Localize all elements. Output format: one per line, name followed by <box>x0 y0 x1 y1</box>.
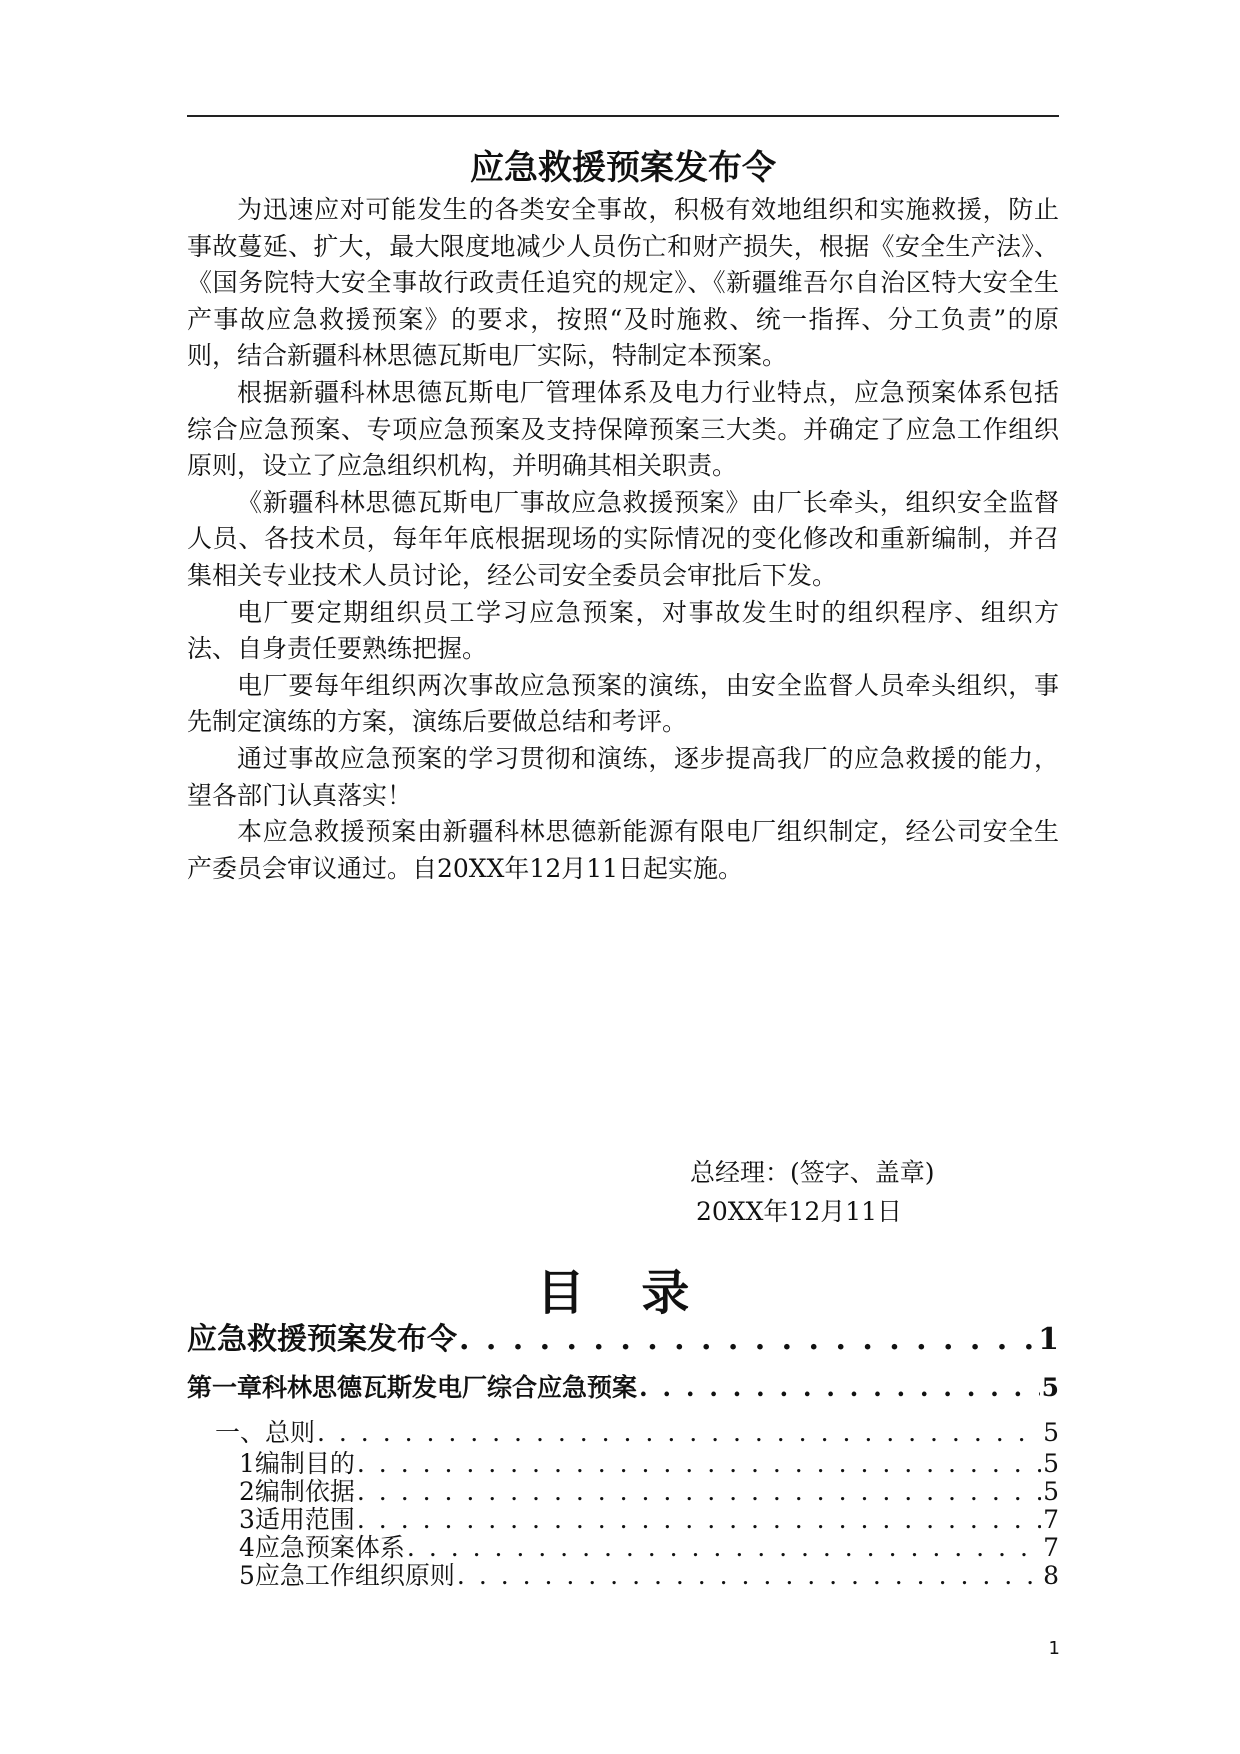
page-number: 1 <box>1048 1638 1060 1659</box>
toc-entry-title: 应急救援预案发布令 <box>187 1322 457 1357</box>
toc-entry[interactable] <box>187 1316 1059 1364</box>
toc-leader-dots <box>457 1562 1041 1590</box>
toc-entry-page: 5 <box>1043 1450 1059 1478</box>
toc-entry-page: 5 <box>1043 1478 1059 1506</box>
toc-leader-dots <box>639 1366 1040 1410</box>
toc-entry[interactable] <box>187 1450 1059 1478</box>
header-rule <box>187 115 1059 117</box>
decree-body <box>187 192 1059 887</box>
toc-leader-dots <box>459 1316 1036 1364</box>
toc-leader-dots <box>407 1534 1041 1562</box>
table-of-contents <box>187 1316 1059 1590</box>
toc-entry-title: 5应急工作组织原则 <box>239 1562 455 1590</box>
sign-date: 20XX年12月11日 <box>696 1197 903 1226</box>
decree-paragraph: 《新疆科林思德瓦斯电厂事故应急救援预案》由厂长牵头，组织安全监督人员、各技术员，每年年底根据现场的实际情况的变化修改和重新编制，并召集相关专业技术人员讨论，经公司安全委员会审批后下发。 <box>187 487 1059 590</box>
toc-entry-title: 第一章科林思德瓦斯发电厂综合应急预案 <box>187 1373 638 1402</box>
toc-entry[interactable] <box>187 1416 1059 1450</box>
decree-paragraph: 电厂要每年组织两次事故应急预案的演练，由安全监督人员牵头组织，事先制定演练的方案，演练后要做总结和考评。 <box>187 670 1059 737</box>
decree-paragraph: 根据新疆科林思德瓦斯电厂管理体系及电力行业特点，应急预案体系包括综合应急预案、专项应急预案及支持保障预案三大类。并确定了应急工作组织原则，设立了应急组织机构，并明确其相关职责。 <box>187 377 1059 481</box>
toc-entry[interactable] <box>187 1534 1059 1562</box>
toc-heading: 目 录 <box>536 1265 710 1321</box>
toc-entry[interactable] <box>187 1562 1059 1590</box>
toc-entry-page: 5 <box>1043 1418 1059 1447</box>
toc-entry-page: 5 <box>1041 1373 1059 1402</box>
decree-paragraph: 为迅速应对可能发生的各类安全事故，积极有效地组织和实施救援，防止事故蔓延、扩大，最大限度地减少人员伤亡和财产损失，根据《安全生产法》、《国务院特大安全事故行政责任追究的规定》、《新疆维吾尔自治区特大安全生产事故应急救援预案》的要求，按照“及时施救、统一指挥、分工负责”的原则，结合新疆科林思德瓦斯电厂实际，特制定本预案。 <box>187 195 1059 371</box>
decree-paragraph: 本应急救援预案由新疆科林思德新能源有限电厂组织制定，经公司安全生产委员会审议通过。自20XX年12月11日起实施。 <box>187 817 1059 883</box>
toc-leader-dots <box>317 1416 1041 1450</box>
signer-line: 总经理：(签字、盖章) <box>690 1158 935 1187</box>
toc-entry-title: 一、总则 <box>215 1418 316 1447</box>
toc-leader-dots <box>357 1478 1041 1506</box>
toc-entry[interactable] <box>187 1506 1059 1534</box>
toc-entry-title: 3适用范围 <box>239 1506 355 1534</box>
toc-entry[interactable] <box>187 1366 1059 1410</box>
decree-paragraph: 电厂要定期组织员工学习应急预案，对事故发生时的组织程序、组织方法、自身责任要熟练把握。 <box>187 597 1059 664</box>
decree-paragraph: 通过事故应急预案的学习贯彻和演练，逐步提高我厂的应急救援的能力，望各部门认真落实！ <box>187 743 1059 810</box>
toc-entry-page: 1 <box>1038 1322 1059 1357</box>
toc-leader-dots <box>357 1450 1041 1478</box>
toc-entry-page: 8 <box>1043 1562 1059 1590</box>
decree-title: 应急救援预案发布令 <box>470 148 776 188</box>
toc-entry-title: 1编制目的 <box>239 1450 355 1478</box>
toc-entry-page: 7 <box>1043 1534 1059 1562</box>
toc-entry[interactable] <box>187 1478 1059 1506</box>
toc-entry-page: 7 <box>1043 1506 1059 1534</box>
toc-entry-title: 2编制依据 <box>239 1478 355 1506</box>
toc-entry-title: 4应急预案体系 <box>239 1534 405 1562</box>
toc-leader-dots <box>357 1506 1041 1534</box>
